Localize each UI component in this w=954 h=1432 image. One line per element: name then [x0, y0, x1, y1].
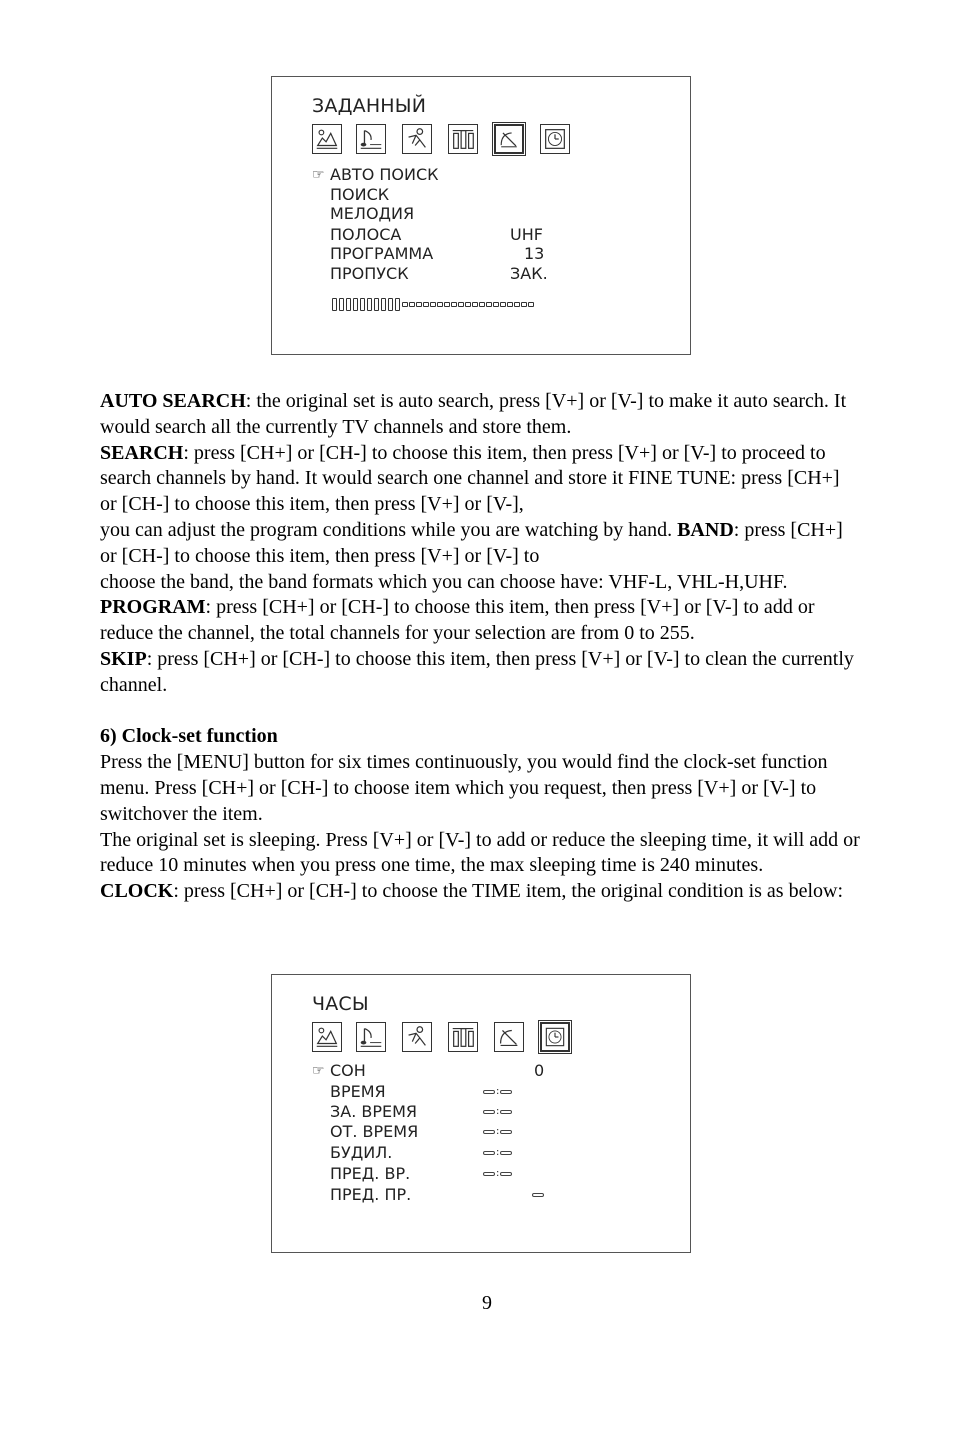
clock-set-heading: 6) Clock-set function [100, 725, 278, 748]
preset-icon [494, 1022, 524, 1052]
progress-segment-empty [472, 302, 478, 307]
sound-icon [356, 124, 386, 154]
sound-icon [356, 1022, 386, 1052]
program-paragraph [100, 595, 860, 647]
progress-segment-empty [500, 302, 506, 307]
skip-text: : press [CH+] or [CH-] to choose this item, then press [V+] or [V-] to clean the currently channel. [100, 647, 854, 696]
search-paragraph [100, 441, 860, 518]
menu-value-time: : [483, 1082, 512, 1102]
progress-segment-empty [465, 302, 471, 307]
progress-segment-empty [423, 302, 429, 307]
progress-segment-empty [479, 302, 485, 307]
progress-segment-empty [458, 302, 464, 307]
progress-segment-filled [367, 298, 372, 311]
blank-line [100, 699, 860, 725]
menu-value-on-time: : [483, 1102, 512, 1122]
auto-search-label: AUTO SEARCH [100, 390, 246, 412]
feature-icon [402, 1022, 432, 1052]
clock-menu-title: ЧАСЫ [312, 993, 369, 1015]
menu-item-preset-time: ПРЕД. ВР. [330, 1164, 411, 1183]
preset-menu-screenshot [271, 76, 691, 355]
settings-icon [448, 1022, 478, 1052]
fine-tune-text: you can adjust the program conditions while you are watching by hand. [100, 518, 673, 541]
clock-label: CLOCK [100, 880, 174, 903]
menu-value-off-time: : [483, 1122, 512, 1142]
clock-intro-paragraph: Press the [MENU] button for six times continuously, you would find the clock-set function menu. Press [CH+] or [CH-] to choose item which you request, then press [V+] or [V-] to switchover the item. [100, 751, 828, 825]
progress-segment-empty [451, 302, 457, 307]
band-paragraph [100, 518, 860, 570]
progress-segment-empty [528, 302, 534, 307]
skip-label: SKIP [100, 647, 147, 670]
clock-icon [540, 1022, 570, 1052]
progress-segment-empty [493, 302, 499, 307]
menu-value-skip: ЗАК. [510, 264, 548, 283]
auto-search-text: : the original set is auto search, press [V+] or [V-] to make it auto search. It would search all the currently TV channels and store them. [100, 390, 847, 438]
progress-segment-filled [374, 298, 379, 311]
band-formats-paragraph: choose the band, the band formats which you can choose have: VHF-L, VHL-H,UHF. [100, 570, 788, 593]
picture-icon [312, 124, 342, 154]
menu-item-alarm: БУДИЛ. [330, 1143, 393, 1162]
preset-icon [494, 124, 524, 154]
progress-segment-empty [437, 302, 443, 307]
progress-segment-empty [402, 302, 408, 307]
clock-icon [540, 124, 570, 154]
menu-item-time: ВРЕМЯ [330, 1082, 386, 1101]
progress-segment-empty [486, 302, 492, 307]
menu-item-melody: МЕЛОДИЯ [330, 204, 415, 223]
progress-segment-filled [381, 298, 386, 311]
clock-text: : press [CH+] or [CH-] to choose the TIME item, the original condition is as below: [173, 880, 844, 903]
clock-paragraph [100, 879, 860, 905]
progress-segment-filled [388, 298, 393, 311]
auto-search-paragraph [100, 389, 860, 441]
instructions-text [100, 389, 860, 905]
menu-value-preset-program [532, 1185, 544, 1205]
progress-segment-empty [507, 302, 513, 307]
program-label: PROGRAM [100, 596, 206, 619]
preset-menu-title: ЗАДАННЫЙ [312, 95, 427, 117]
progress-segment-filled [353, 298, 358, 311]
menu-item-program: ПРОГРАММА [330, 244, 434, 263]
menu-value-sleep: 0 [534, 1061, 545, 1080]
menu-item-off-time: ОТ. ВРЕМЯ [330, 1122, 419, 1141]
progress-segment-filled [339, 298, 344, 311]
search-label: SEARCH [100, 441, 184, 464]
search-text: : press [CH+] or [CH-] to choose this item, then press [V+] or [V-] to proceed to search channels by hand. It would search one channel and store it FINE TUNE: press [CH+] or [CH-] to choose this item, then press [V+] or [V-], [100, 441, 840, 516]
page-number: 9 [482, 1292, 492, 1314]
menu-value-band: UHF [510, 225, 543, 244]
progress-segment-empty [416, 302, 422, 307]
menu-item-on-time: ЗА. ВРЕМЯ [330, 1102, 418, 1121]
menu-pointer-icon: ☞ [312, 1063, 325, 1079]
sleep-paragraph: The original set is sleeping. Press [V+] or [V-] to add or reduce the sleeping time, it will add or reduce 10 minutes when you press one time, the max sleeping time is 240 minutes. [100, 828, 860, 877]
menu-item-auto-search: АВТО ПОИСК [330, 165, 439, 184]
progress-segment-filled [332, 298, 337, 311]
progress-segment-filled [395, 298, 400, 311]
menu-value-program: 13 [524, 244, 545, 263]
clock-menu-screenshot [271, 974, 691, 1253]
band-label: BAND [677, 518, 734, 541]
menu-value-preset-time: : [483, 1164, 512, 1184]
progress-segment-empty [514, 302, 520, 307]
menu-pointer-icon: ☞ [312, 167, 325, 183]
picture-icon [312, 1022, 342, 1052]
progress-segment-filled [360, 298, 365, 311]
program-text: : press [CH+] or [CH-] to choose this item, then press [V+] or [V-] to add or reduce the channel, the total channels for your selection are from 0 to 255. [100, 596, 815, 645]
settings-icon [448, 124, 478, 154]
menu-item-band: ПОЛОСА [330, 225, 402, 244]
menu-value-alarm: : [483, 1143, 512, 1163]
menu-item-search: ПОИСК [330, 185, 390, 204]
band-text: : press [CH+] or [CH-] to choose this item, then press [V+] or [V-] to [100, 518, 843, 567]
menu-item-skip: ПРОПУСК [330, 264, 409, 283]
menu-item-sleep: СОН [330, 1061, 366, 1080]
progress-segment-filled [346, 298, 351, 311]
progress-segment-empty [521, 302, 527, 307]
progress-segment-empty [430, 302, 436, 307]
search-progress-bar [332, 297, 535, 311]
skip-paragraph [100, 647, 860, 699]
progress-segment-empty [409, 302, 415, 307]
progress-segment-empty [444, 302, 450, 307]
menu-item-preset-program: ПРЕД. ПР. [330, 1185, 412, 1204]
feature-icon [402, 124, 432, 154]
